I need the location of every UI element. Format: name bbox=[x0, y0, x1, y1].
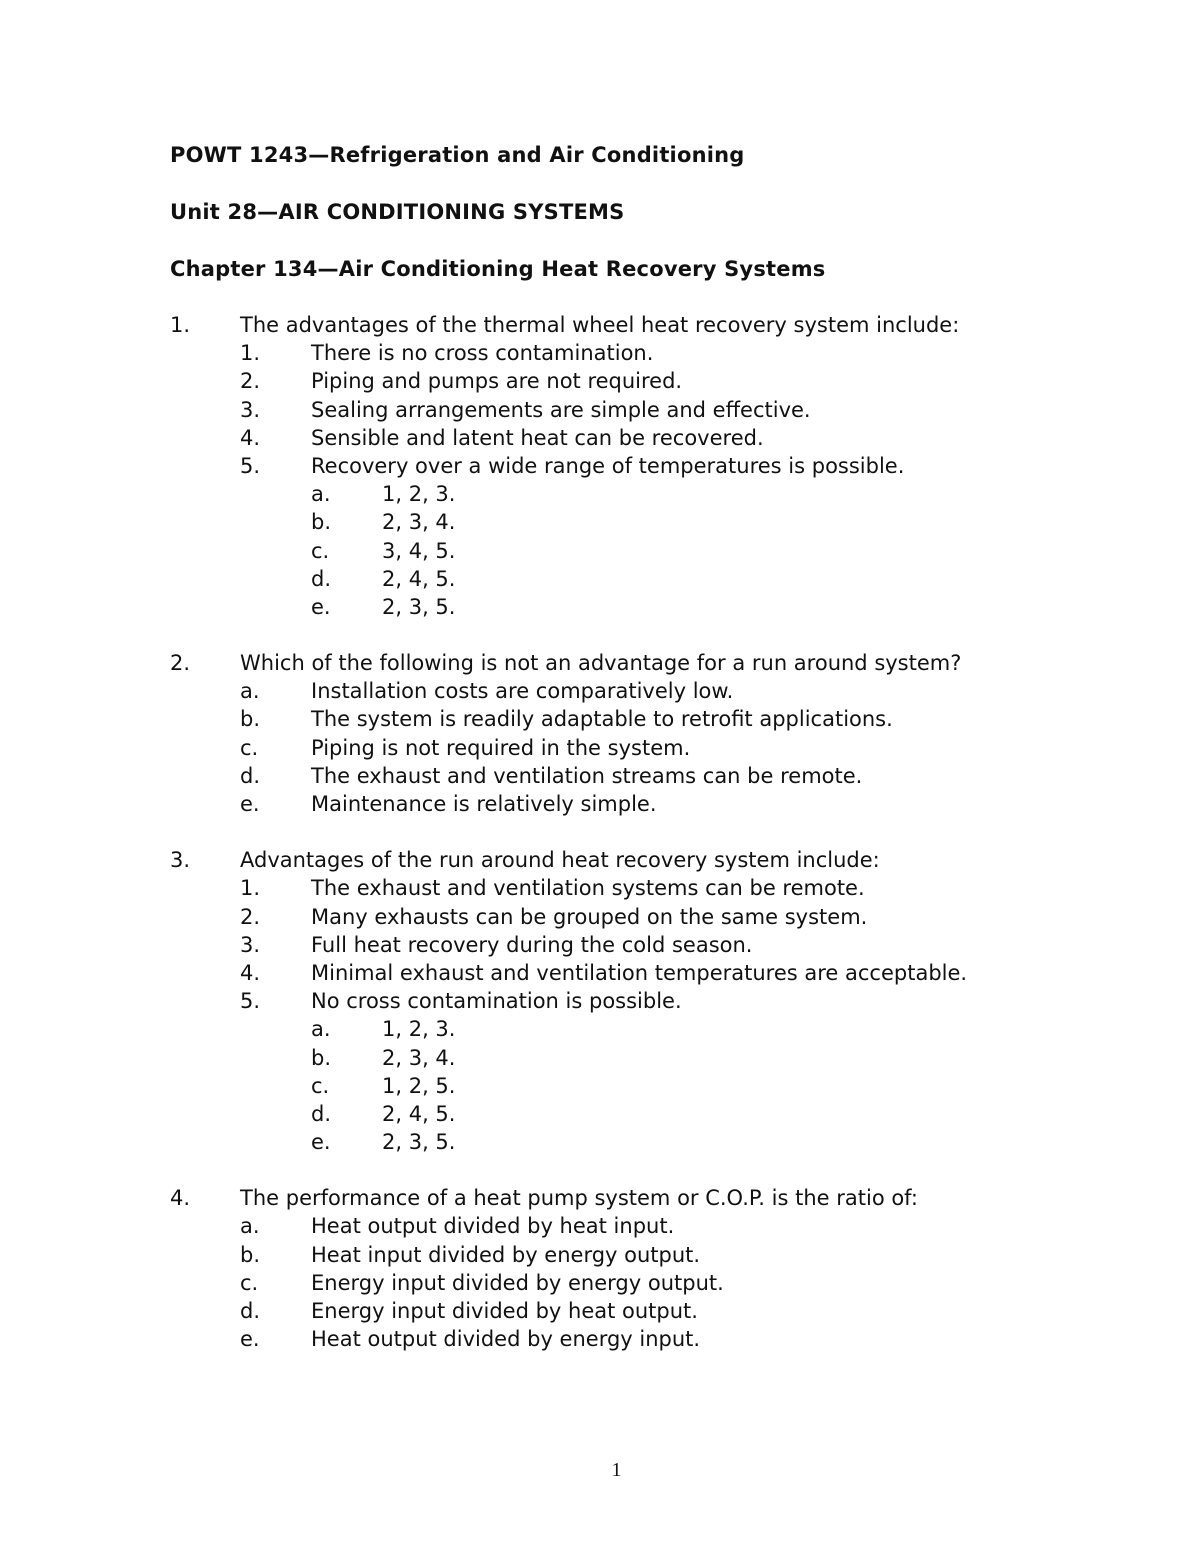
answer-choice bbox=[170, 734, 1130, 762]
choice-letter: b. bbox=[240, 707, 261, 732]
choice-text: 3, 4, 5. bbox=[382, 538, 456, 563]
statement-text: Full heat recovery during the cold season. bbox=[311, 932, 753, 957]
statement-number: 3. bbox=[240, 932, 261, 957]
question-number: 4. bbox=[170, 1186, 191, 1211]
answer-choice bbox=[170, 480, 1130, 508]
answer-choice bbox=[170, 1297, 1130, 1325]
answer-choice bbox=[170, 1212, 1130, 1240]
answer-choice bbox=[170, 565, 1130, 593]
question-stem bbox=[170, 311, 1130, 339]
question-stem bbox=[170, 1184, 1130, 1212]
choice-letter: b. bbox=[311, 1045, 332, 1070]
statement-number: 2. bbox=[240, 369, 261, 394]
answer-choice bbox=[170, 537, 1130, 565]
question-stem bbox=[170, 846, 1130, 874]
choice-letter: c. bbox=[311, 1073, 330, 1098]
chapter-title: Chapter 134—Air Conditioning Heat Recovery Systems bbox=[170, 257, 826, 281]
statement-item bbox=[170, 339, 1130, 367]
question-1 bbox=[170, 311, 1130, 621]
choice-text: 2, 4, 5. bbox=[382, 1101, 456, 1126]
choice-text: Maintenance is relatively simple. bbox=[311, 792, 657, 816]
statement-text: Many exhausts can be grouped on the same system. bbox=[311, 904, 868, 929]
statement-text: No cross contamination is possible. bbox=[311, 989, 682, 1014]
statement-number: 1. bbox=[240, 341, 261, 366]
statement-text: The exhaust and ventilation systems can be remote. bbox=[311, 876, 865, 901]
choice-text: 1, 2, 3. bbox=[382, 482, 456, 507]
statement-text: Piping and pumps are not required. bbox=[311, 369, 683, 394]
choice-text: Energy input divided by heat output. bbox=[311, 1299, 698, 1323]
statement-item bbox=[170, 424, 1130, 452]
choice-text: 2, 4, 5. bbox=[382, 566, 456, 591]
statement-text: Sensible and latent heat can be recovered. bbox=[311, 425, 764, 450]
choice-text: Heat output divided by energy input. bbox=[311, 1327, 701, 1352]
statement-item bbox=[170, 931, 1130, 959]
unit-title: Unit 28—AIR CONDITIONING SYSTEMS bbox=[170, 200, 625, 224]
choice-letter: d. bbox=[311, 566, 332, 591]
choice-letter: c. bbox=[240, 735, 259, 760]
question-text: The performance of a heat pump system or C.O.P. is the ratio of: bbox=[240, 1186, 918, 1211]
statement-number: 5. bbox=[240, 453, 261, 478]
choice-text: 1, 2, 3. bbox=[382, 1017, 456, 1042]
choice-text: Installation costs are comparatively low. bbox=[311, 679, 734, 704]
statement-item bbox=[170, 396, 1130, 424]
answer-choice bbox=[170, 1325, 1130, 1353]
choice-letter: c. bbox=[311, 538, 330, 563]
answer-choice bbox=[170, 677, 1130, 705]
question-text: Advantages of the run around heat recovery system include: bbox=[240, 848, 880, 873]
choice-letter: e. bbox=[311, 594, 331, 619]
statement-item bbox=[170, 903, 1130, 931]
choice-letter: e. bbox=[240, 792, 260, 816]
choice-letter: e. bbox=[311, 1130, 331, 1155]
statement-number: 3. bbox=[240, 397, 261, 422]
statement-item bbox=[170, 452, 1130, 480]
statement-number: 2. bbox=[240, 904, 261, 929]
document-content bbox=[170, 141, 1130, 1381]
choice-text: 2, 3, 4. bbox=[382, 1045, 456, 1070]
question-stem bbox=[170, 649, 1130, 677]
statement-text: Sealing arrangements are simple and effective. bbox=[311, 397, 811, 422]
choice-text: Heat input divided by energy output. bbox=[311, 1242, 701, 1267]
answer-choice bbox=[170, 762, 1130, 790]
statement-number: 4. bbox=[240, 425, 261, 450]
statement-text: There is no cross contamination. bbox=[311, 341, 654, 366]
choice-letter: b. bbox=[240, 1242, 261, 1267]
choice-text: The system is readily adaptable to retrofit applications. bbox=[311, 707, 893, 732]
answer-choice bbox=[170, 1241, 1130, 1269]
choice-letter: a. bbox=[311, 1017, 331, 1042]
question-text: The advantages of the thermal wheel heat recovery system include: bbox=[240, 313, 960, 337]
question-number: 1. bbox=[170, 313, 191, 337]
choice-text: 2, 3, 5. bbox=[382, 594, 456, 619]
statement-item bbox=[170, 987, 1130, 1015]
question-text: Which of the following is not an advantage for a run around system? bbox=[240, 651, 962, 676]
statement-number: 4. bbox=[240, 960, 261, 985]
choice-letter: d. bbox=[240, 1299, 261, 1323]
statement-number: 1. bbox=[240, 876, 261, 901]
statement-number: 5. bbox=[240, 989, 261, 1014]
choice-text: The exhaust and ventilation streams can be remote. bbox=[311, 763, 863, 788]
choice-text: Energy input divided by energy output. bbox=[311, 1270, 724, 1295]
answer-choice bbox=[170, 1128, 1130, 1156]
choice-letter: a. bbox=[240, 679, 260, 704]
choice-text: 2, 3, 4. bbox=[382, 510, 456, 535]
statement-item bbox=[170, 959, 1130, 987]
course-title: POWT 1243—Refrigeration and Air Conditioning bbox=[170, 143, 745, 167]
choice-letter: d. bbox=[311, 1101, 332, 1126]
answer-choice bbox=[170, 593, 1130, 621]
choice-letter: a. bbox=[311, 482, 331, 507]
answer-choice bbox=[170, 1044, 1130, 1072]
choice-letter: a. bbox=[240, 1214, 260, 1239]
choice-text: 2, 3, 5. bbox=[382, 1130, 456, 1155]
answer-choice bbox=[170, 790, 1130, 818]
answer-choice bbox=[170, 1269, 1130, 1297]
question-2 bbox=[170, 649, 1130, 818]
question-number: 2. bbox=[170, 651, 191, 676]
choice-text: Heat output divided by heat input. bbox=[311, 1214, 675, 1239]
question-3 bbox=[170, 846, 1130, 1156]
answer-choice bbox=[170, 705, 1130, 733]
statement-text: Recovery over a wide range of temperatures is possible. bbox=[311, 453, 905, 478]
choice-letter: b. bbox=[311, 510, 332, 535]
statement-item bbox=[170, 874, 1130, 902]
choice-text: Piping is not required in the system. bbox=[311, 735, 691, 760]
choice-text: 1, 2, 5. bbox=[382, 1073, 456, 1098]
statement-item bbox=[170, 367, 1130, 395]
answer-choice bbox=[170, 1015, 1130, 1043]
question-number: 3. bbox=[170, 848, 191, 873]
choice-letter: e. bbox=[240, 1327, 260, 1352]
answer-choice bbox=[170, 508, 1130, 536]
answer-choice bbox=[170, 1072, 1130, 1100]
statement-text: Minimal exhaust and ventilation temperatures are acceptable. bbox=[311, 960, 968, 985]
choice-letter: c. bbox=[240, 1270, 259, 1295]
answer-choice bbox=[170, 1100, 1130, 1128]
page-number: 1 bbox=[611, 1459, 622, 1481]
question-4 bbox=[170, 1184, 1130, 1353]
choice-letter: d. bbox=[240, 763, 261, 788]
